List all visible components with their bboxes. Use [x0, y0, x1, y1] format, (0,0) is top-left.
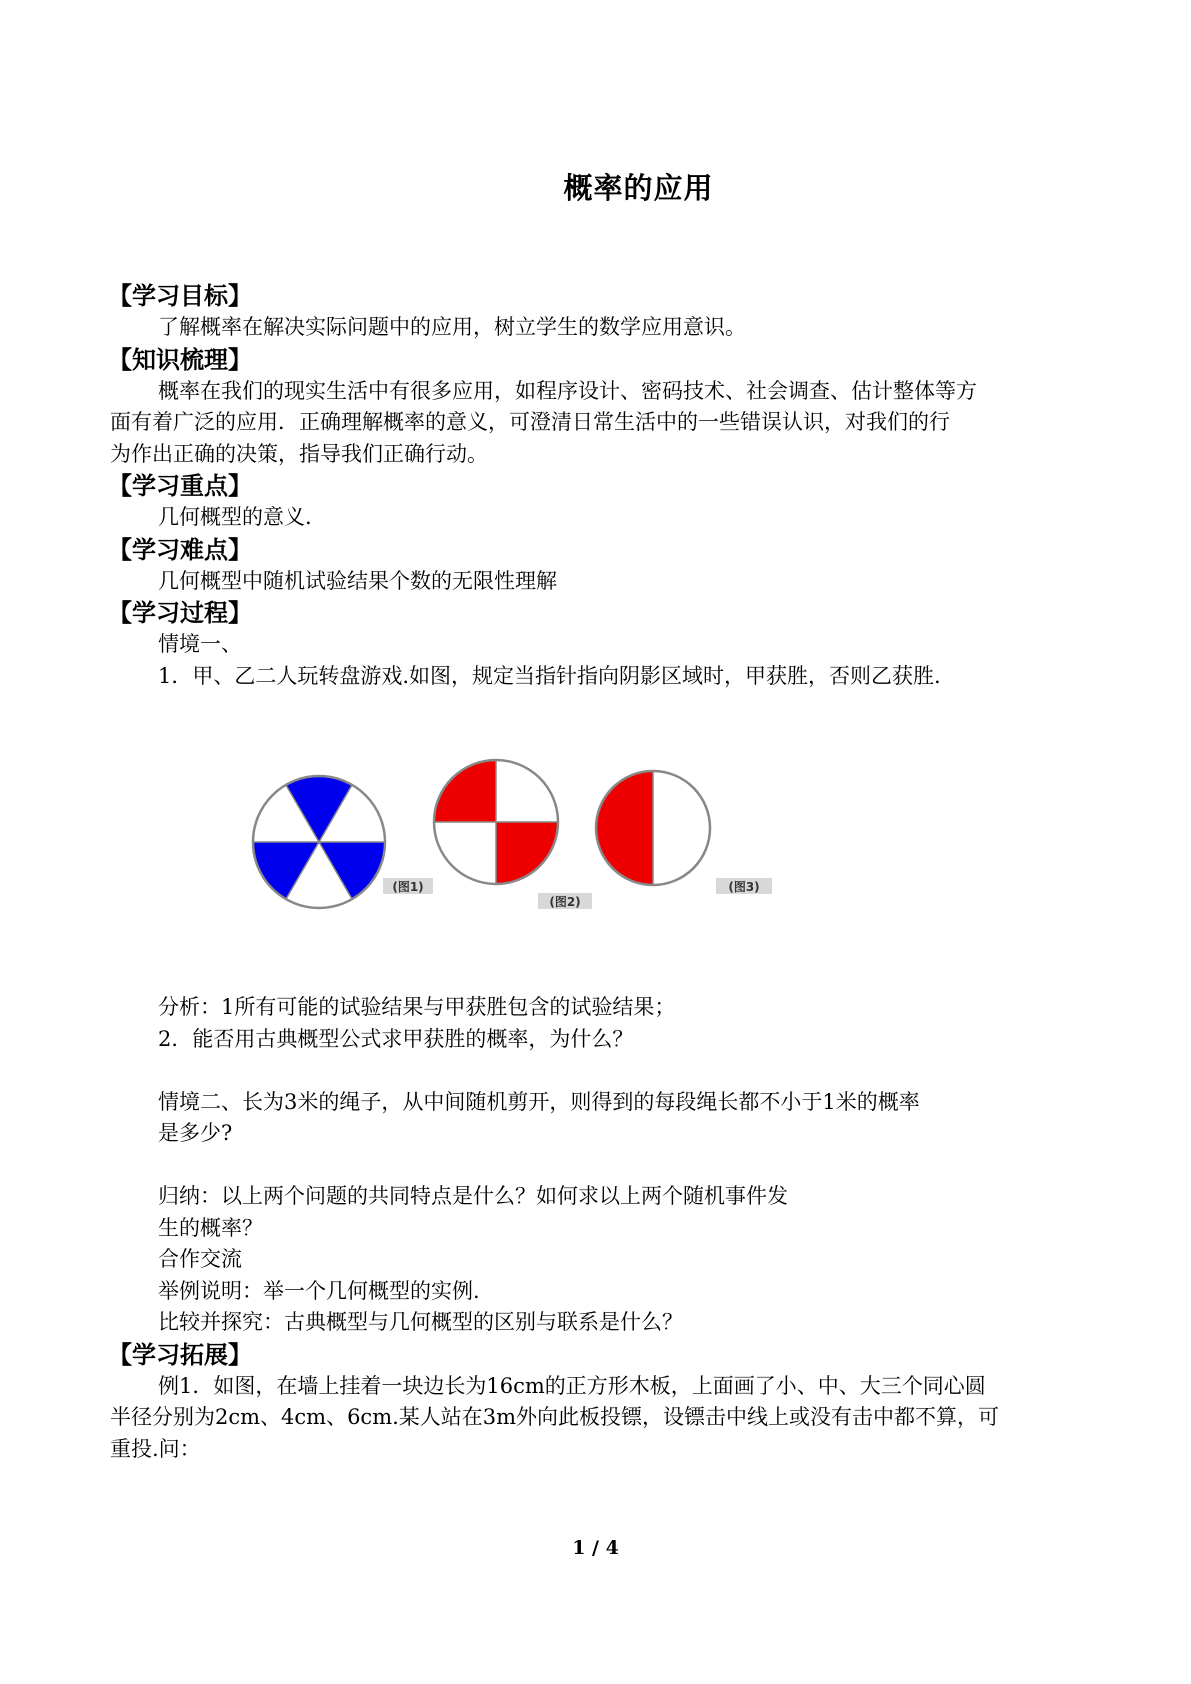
- figure-3-label: (图3): [728, 880, 760, 894]
- document-body: [110, 280, 1090, 1465]
- figure-2-label: (图2): [549, 895, 581, 909]
- spinner-figures-svg: [110, 692, 1090, 992]
- goal-text: 了解概率在解决实际问题中的应用，树立学生的数学应用意识。: [158, 315, 746, 339]
- spinner-figures: [110, 692, 1090, 992]
- fig3-sector-left: [596, 771, 653, 885]
- analysis-1-text: 分析：1所有可能的试验结果与甲获胜包含的试验结果；: [158, 995, 676, 1019]
- fig1-sector-lower-right: [319, 842, 385, 899]
- section-heading-key-point: 【学习重点】: [108, 472, 252, 500]
- analysis-2-text: 2．能否用古典概型公式求甲获胜的概率，为什么？: [158, 1026, 634, 1051]
- knowledge-line-3: 为作出正确的决策，指导我们正确行动。: [110, 441, 488, 466]
- extension-line-3: 重投.问：: [110, 1436, 201, 1461]
- difficulty-text: 几何概型中随机试验结果个数的无限性理解: [158, 568, 557, 593]
- key-point-text: 几何概型的意义.: [158, 505, 312, 529]
- section-heading-difficulty: 【学习难点】: [108, 535, 252, 564]
- scene-1-label: 情境一、: [158, 632, 242, 656]
- scene-2-line-2: 是多少?: [158, 1121, 233, 1145]
- extension-line-1: 例1．如图，在墙上挂着一块边长为16cm的正方形木板，上面画了小、中、大三个同心圆: [158, 1373, 986, 1398]
- scene-2-line-1: 情境二、长为3米的绳子，从中间随机剪开，则得到的每段绳长都不小于1米的概率: [158, 1089, 920, 1114]
- spinner-figure-3: [596, 771, 772, 894]
- example-note-text: 举例说明：举一个几何概型的实例.: [158, 1278, 480, 1303]
- knowledge-line-1: 概率在我们的现实生活中有很多应用，如程序设计、密码技术、社会调查、估计整体等方: [158, 378, 977, 403]
- figure-1-label: (图1): [392, 880, 424, 894]
- spinner-figure-1: [253, 776, 433, 908]
- section-heading-extension: 【学习拓展】: [108, 1340, 252, 1369]
- section-heading-goal: 【学习目标】: [108, 282, 252, 310]
- knowledge-line-2: 面有着广泛的应用．正确理解概率的意义，可澄清日常生活中的一些错误认识，对我们的行: [110, 410, 950, 434]
- cooperate-text: 合作交流: [158, 1247, 242, 1271]
- compare-text: 比较并探究：古典概型与几何概型的区别与联系是什么？: [158, 1310, 683, 1334]
- page-number: 1 / 4: [572, 1537, 619, 1559]
- summary-line-1: 归纳：以上两个问题的共同特点是什么？如何求以上两个随机事件发: [158, 1184, 788, 1208]
- page-title: 概率的应用: [563, 171, 714, 205]
- problem-1-text: 1．甲、乙二人玩转盘游戏.如图，规定当指针指向阴影区域时，甲获胜，否则乙获胜.: [158, 663, 941, 688]
- summary-line-2: 生的概率？: [158, 1215, 263, 1240]
- section-heading-knowledge: 【知识梳理】: [108, 345, 252, 374]
- extension-line-2: 半径分别为2cm、4cm、6cm.某人站在3m外向此板投镖，设镖击中线上或没有击中都不算，可: [110, 1405, 1000, 1429]
- fig1-sector-top: [286, 776, 352, 842]
- spinner-figure-2: [434, 760, 592, 909]
- section-heading-process: 【学习过程】: [108, 599, 252, 627]
- fig1-sector-lower-left: [253, 842, 319, 899]
